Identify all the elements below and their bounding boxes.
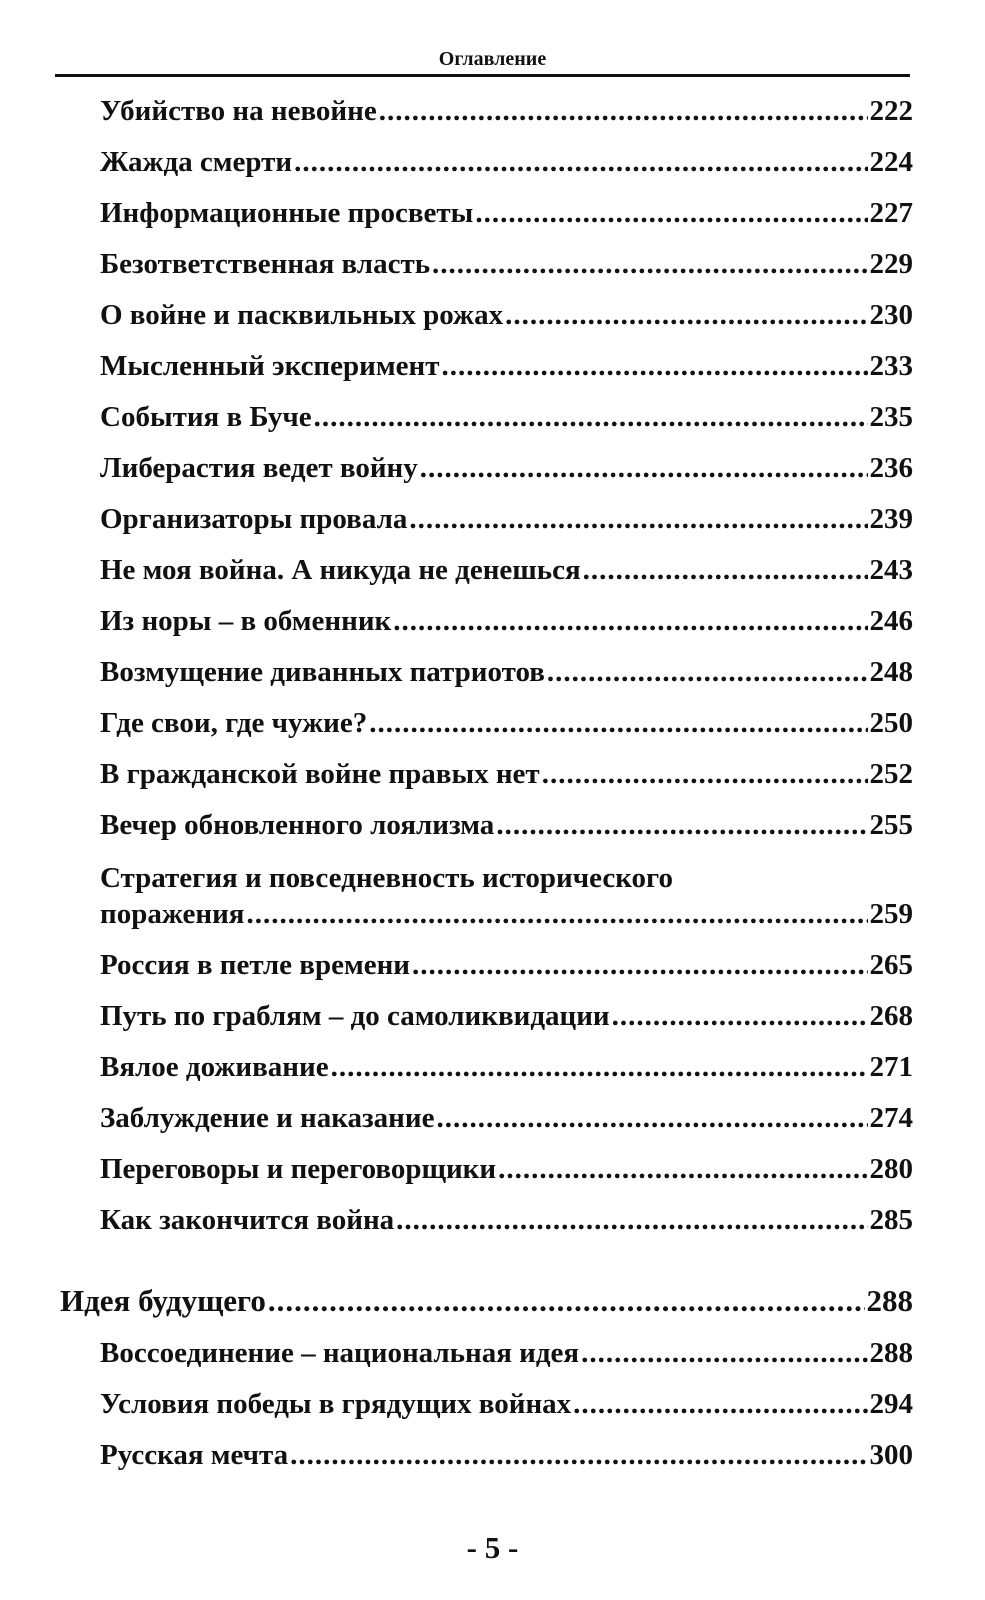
toc-entry-title: Либерастия ведет войну [100,452,418,484]
toc-entry[interactable] [100,999,913,1033]
toc-entry-title: Из норы – в обменник [100,605,392,637]
toc-entry[interactable] [100,862,913,931]
toc-entry[interactable] [100,757,913,791]
toc-part-heading[interactable] [60,1284,913,1318]
toc-entry-page: 252 [869,758,913,790]
dot-leader [542,757,868,791]
toc-entry-page: 300 [869,1439,913,1471]
toc-entry-page: 248 [869,656,913,688]
dot-leader [583,553,868,587]
dot-leader [436,1101,867,1135]
dot-leader [505,298,867,332]
toc-entry-page: 236 [869,452,913,484]
toc-entry[interactable] [100,145,913,179]
toc-entry-page: 288 [869,1337,913,1369]
toc-entry-title: Не моя война. А никуда не денешься [100,554,581,586]
toc-entry-page: 224 [869,146,913,178]
toc-entry-page: 255 [869,809,913,841]
toc-entry[interactable] [100,1050,913,1084]
toc-entry[interactable] [100,349,913,383]
toc-entry-page: 235 [869,401,913,433]
toc-entry-page: 222 [869,95,913,127]
toc-entry[interactable] [100,400,913,434]
toc-entry-title: Воссоединение – национальная идея [100,1337,580,1369]
toc-part-page: 288 [866,1283,913,1318]
toc-entry-title: Путь по граблям – до самоликвидации [100,1000,610,1032]
toc-entry-title: Условия победы в грядущих войнах [100,1388,572,1420]
toc-entry-title: Вечер обновленного лоялизма [100,809,495,841]
dot-leader [409,502,867,536]
toc-entry-page: 285 [869,1204,913,1236]
toc-entry[interactable] [100,604,913,638]
toc-entry-title: Русская мечта [100,1439,289,1471]
toc-entry-title: Где свои, где чужие? [100,707,368,739]
dot-leader [547,655,868,689]
toc-entry-page: 268 [869,1000,913,1032]
toc-entry[interactable] [100,1438,913,1472]
dot-leader [412,948,868,982]
toc-entry-page: 280 [869,1153,913,1185]
toc-entry-page: 265 [869,949,913,981]
toc-entry-page: 239 [869,503,913,535]
toc-entry[interactable] [100,196,913,230]
toc-entry[interactable] [100,1101,913,1135]
toc-entry[interactable] [100,94,913,128]
dot-leader [573,1387,867,1421]
toc-entry-page: 294 [869,1388,913,1420]
toc-entry-page: 229 [869,248,913,280]
toc-entry-page: 250 [869,707,913,739]
dot-leader [496,808,867,842]
dot-leader [432,247,867,281]
toc-entry-title: О войне и пасквильных рожах [100,299,504,331]
toc-entry-title: Вялое доживание [100,1051,329,1083]
toc-entry[interactable] [100,1387,913,1421]
dot-leader [612,999,868,1033]
toc-entry-page: 230 [869,299,913,331]
toc-entry-title: Заблуждение и наказание [100,1102,435,1134]
toc-entry-title: Мысленный эксперимент [100,350,440,382]
toc-entry-page: 271 [869,1051,913,1083]
toc-entry-page: 274 [869,1102,913,1134]
toc-entry[interactable] [100,655,913,689]
dot-leader [290,1438,867,1472]
dot-leader [294,145,867,179]
dot-leader [268,1284,865,1318]
dot-leader [441,349,867,383]
page-number: - 5 - [466,1530,519,1565]
toc-entry[interactable] [100,948,913,982]
dot-leader [393,604,867,638]
toc-entry-title: поражения [100,898,245,930]
toc-entry[interactable] [100,298,913,332]
toc-entry[interactable] [100,808,913,842]
dot-leader [369,706,867,740]
toc-entry-page: 243 [869,554,913,586]
toc-entry[interactable] [100,1152,913,1186]
dot-leader [314,400,868,434]
toc-entry-title: Переговоры и переговорщики [100,1153,497,1185]
toc-entry-title: Жажда смерти [100,146,293,178]
toc-entry[interactable] [100,1203,913,1237]
dot-leader [581,1336,867,1370]
toc-part-title: Идея будущего [60,1283,266,1318]
dot-leader [331,1050,868,1084]
dot-leader [420,451,868,485]
toc-entry-title: Россия в петле времени [100,949,410,981]
toc-entry[interactable] [100,451,913,485]
toc-entry-page: 259 [869,898,913,930]
toc-entry[interactable] [100,1336,913,1370]
toc-entry-title: Безответственная власть [100,248,431,280]
toc-entry-title: Организаторы провала [100,503,408,535]
toc-entry-title-line1: Стратегия и повседневность исторического [100,862,673,894]
running-head: Оглавление [438,48,547,70]
toc-entry-title: Убийство на невойне [100,95,377,127]
toc-entry-page: 246 [869,605,913,637]
toc-entry-title: Возмущение диванных патриотов [100,656,545,688]
toc-entry-page: 233 [869,350,913,382]
toc-entry[interactable] [100,706,913,740]
toc-entry-title: Как закончится война [100,1204,395,1236]
toc-entry[interactable] [100,553,913,587]
toc-entry[interactable] [100,247,913,281]
dot-leader [379,94,868,128]
dot-leader [498,1152,867,1186]
toc-entry[interactable] [100,502,913,536]
toc-entry-page: 227 [869,197,913,229]
toc-entry-title: События в Буче [100,401,312,433]
dot-leader [396,1203,867,1237]
toc-entry-title: Информационные просветы [100,197,474,229]
toc-entry-title: В гражданской войне правых нет [100,758,540,790]
dot-leader [246,897,867,931]
dot-leader [475,196,867,230]
